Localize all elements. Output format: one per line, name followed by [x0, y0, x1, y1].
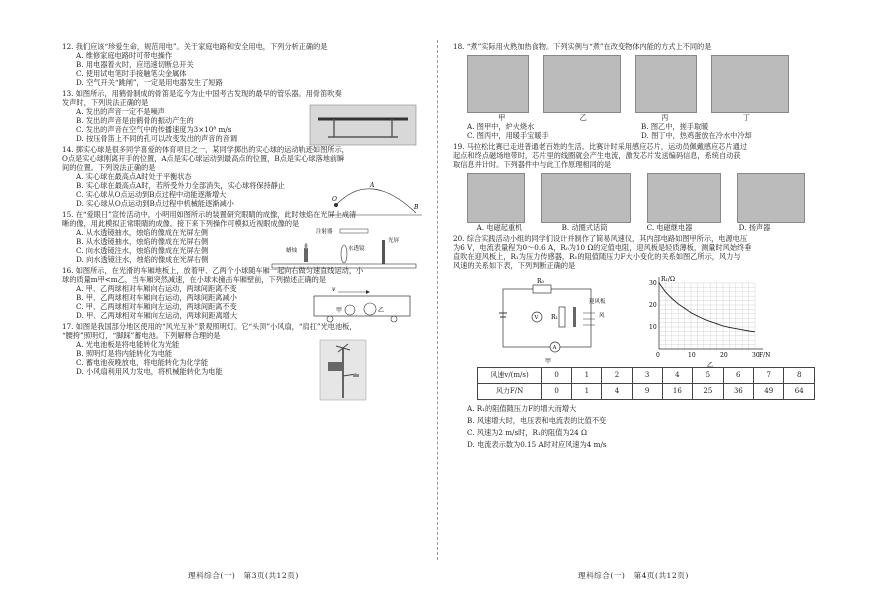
- caption-jia: 甲: [498, 113, 506, 122]
- point-o-label: O: [332, 196, 337, 203]
- option-d: D. 扬声器: [738, 223, 771, 232]
- photo-crane: [467, 173, 525, 223]
- yi-label: 乙: [378, 307, 385, 314]
- question-stem: 球的质量m甲<m乙，当车厢突然减速，在小球未撞击车厢壁前，下列描述正确的是: [62, 275, 327, 284]
- option-a: A. 从水透镜抽水，烛焰的像成在光屏左侧: [76, 228, 208, 237]
- question-stem: 17. 如图是我国部分地区使用的“风光互补”景观照明灯。它“头顶”小风扇，“肩扛”光电池板，: [62, 322, 357, 331]
- option-b: B. 风速增大时，电压表和电流表的比值不变: [467, 416, 607, 425]
- figure-jia-caption: 甲: [545, 358, 552, 365]
- option-b: B. 从水透镜抽水，烛焰的像成在光屏右侧: [76, 237, 209, 246]
- point-a-label: A: [370, 182, 375, 189]
- data-point: [716, 323, 717, 324]
- photo-hands: [543, 55, 621, 113]
- table-cell: 0: [542, 384, 572, 400]
- question-stem: 起点和终点磁场地带时，芯片里的线圈就会产生电流，激发芯片发送编码信息，系统自动获: [453, 151, 741, 160]
- caption-ding: 丁: [742, 113, 750, 122]
- table-row: [478, 368, 815, 384]
- train-car-figure: [306, 284, 418, 326]
- option-d: D. 小风扇利用风力发电，将机械能转化为电能: [76, 367, 223, 376]
- option-c: C. 向水透镜注水，烛焰的像成在光屏左侧: [76, 246, 209, 255]
- option-b: B. 实心球在最高点A时，若所受外力全部消失，实心球将保持静止: [76, 181, 286, 190]
- question-stem: 直吹在迎风板上，R₁为压力传感器，R₁的阻值随压力F大小变化的关系如图乙所示，风力与: [453, 252, 741, 261]
- data-point: [658, 282, 659, 283]
- table-cell: 5: [693, 368, 723, 384]
- question-20: [453, 234, 815, 449]
- question-15: [62, 210, 422, 264]
- question-stem: 取信息并计时。下列器件中与此工作原理相同的是: [453, 160, 612, 169]
- table-cell: 7: [754, 368, 784, 384]
- question-stem: 发声时，下列说法正确的是: [62, 98, 149, 107]
- table-cell: 16: [662, 384, 692, 400]
- caption-bing: 丙: [661, 113, 669, 122]
- ball-jia-icon: [345, 305, 355, 315]
- option-a: A. R₁的阻值随压力F的增大而增大: [467, 404, 577, 413]
- y-tick-label: 20: [649, 302, 657, 309]
- question-stem: 间的位置。下列说法正确的是: [62, 163, 156, 172]
- question-stem: 16. 如图所示，在光滑的车厢地板上，放着甲、乙两个小球随车厢一起向右做匀速直线运动，小: [62, 266, 364, 275]
- candle-label: 蜡烛: [286, 248, 298, 254]
- option-a: A. 光电池板是将电能转化为光能: [76, 340, 180, 349]
- table-cell: 9: [632, 384, 662, 400]
- photo-speaker: [737, 173, 805, 223]
- question-12: [62, 42, 422, 87]
- option-d: D. 实心球从O点运动到B点过程中机械能逐渐减小: [76, 199, 234, 208]
- question-13: [62, 89, 422, 143]
- question-stem: 20. 综合实践活动小组的同学们设计并制作了简易风速仪，其内部电路如图甲所示，电源电压: [453, 234, 748, 243]
- option-b: B. 甲、乙两球相对车厢向右运动，两球间距离减小: [76, 293, 237, 302]
- x-tick-label: 30: [752, 352, 760, 359]
- option-d: D. 按压骨笛上不同的孔可以改变发出的声音的音调: [76, 134, 238, 143]
- photo-microphone: [541, 173, 631, 223]
- question-stem: 晰的像，用此模拟正常眼睛的成像。接下来下列操作可模拟近视眼成像的是: [62, 219, 300, 228]
- question-stem: 为6 V，电流表量程为0～0.6 A，R₀为10 Ω的定值电阻，迎风板是轻质薄板，测量时风始终垂: [453, 243, 752, 252]
- data-point: [729, 327, 730, 328]
- table-cell: 1: [572, 384, 602, 400]
- option-c: C. 发出的声音在空气中的传播速度为3×10⁸ m/s: [76, 125, 232, 134]
- option-c: C. 蓄电池夜晚放电，将电能转化为化学能: [76, 358, 209, 367]
- x-tick-label: 10: [688, 352, 696, 359]
- jia-label: 甲: [336, 307, 343, 314]
- y-axis-label: R₁/Ω: [661, 276, 675, 283]
- resistor-r1-icon: [559, 307, 565, 327]
- wind-board-icon: [573, 307, 576, 327]
- table-header: 风力F/N: [478, 384, 542, 400]
- ball-yi-icon: [364, 303, 376, 315]
- question-stem: 19. 马拉松比赛已走进普通老百姓的生活。比赛计时采用感应芯片，运动员佩戴感应芯片通过: [453, 142, 748, 151]
- table-cell: 36: [723, 384, 753, 400]
- table-cell: 64: [784, 384, 815, 400]
- screen-label: 光屏: [388, 238, 400, 244]
- option-b: B. 发出的声音是由鹤骨的振动产生的: [76, 116, 194, 125]
- y-tick-label: 10: [649, 324, 657, 331]
- solar-panel-icon: [328, 362, 342, 371]
- question-stem: 12. 我们应该“珍爱生命，规范用电”。关于家庭电路和安全用电，下列分析正确的是: [62, 42, 328, 51]
- option-d: D. 电流表示数为0.15 A时对应风速为4 m/s: [467, 440, 607, 449]
- page-footer-left: 理科综合(一) 第3页(共12页): [188, 571, 299, 580]
- photo-hand-warmer: [635, 55, 697, 113]
- right-column: [453, 42, 815, 452]
- question-stem: 风速的关系如下表，下列判断正确的是: [453, 261, 576, 270]
- table-cell: 1: [572, 368, 602, 384]
- resistor-r0-icon: [533, 285, 551, 293]
- x-tick-label: 20: [720, 352, 728, 359]
- option-b: B. 动圈式话筒: [561, 223, 608, 232]
- option-d: D. 空气开关“跳闸”，一定是用电器发生了短路: [76, 78, 223, 87]
- photo-relay: [647, 173, 721, 223]
- option-a: A. 图甲中，炉火烧水: [467, 122, 535, 131]
- r1-force-graph: [637, 273, 777, 369]
- page-footer-right: 理科综合(一) 第4页(共12页): [578, 571, 689, 580]
- question-stem: 18. “煮”实际用火熟加热食物。下列实例与“煮”在改变物体内能的方式上不同的是: [453, 42, 712, 51]
- caption-yi: 乙: [579, 113, 587, 122]
- bone-flute-figure: [310, 105, 416, 145]
- option-c: C. 实心球从O点运动到B点过程中动能逐渐增大: [76, 190, 227, 199]
- option-c: C. 电磁继电器: [646, 223, 693, 232]
- x-tick-label: 0: [656, 352, 660, 359]
- series-line: [659, 283, 755, 332]
- column-divider: [437, 40, 438, 560]
- question-19: [453, 142, 815, 232]
- question-stem: 14. 掷实心球是很多同学喜爱的体育项目之一，某同学掷出的实心球的运动轨迹如图所示，: [62, 145, 349, 154]
- question-14: [62, 145, 422, 211]
- option-d: D. 图丁中，热鸡蛋放在冷水中冷却: [641, 131, 752, 140]
- question-stem: 13. 如图所示，用鹤骨制成的骨笛是迄今为止中国考古发现的最早的管乐器。用骨笛吹奏: [62, 89, 342, 98]
- option-d: D. 向水透镜注水，烛焰的像成在光屏右侧: [76, 255, 209, 264]
- question-stem: O点是实心球刚离开手的位置，A点是实心球运动到最高点的位置，B点是实心球落地前瞬: [62, 154, 345, 163]
- point-b-label: B: [414, 204, 419, 211]
- table-cell: 0: [542, 368, 572, 384]
- syringe-label: 注射器: [316, 229, 333, 235]
- lens-label: 水透镜: [348, 246, 365, 252]
- board-label: 迎风板: [589, 299, 606, 305]
- question-17: [62, 322, 422, 376]
- question-stem: 15. 在“爱眼日”宣传活动中，小明用如图所示的装置研究眼睛的成像，此时烛焰在光屏上成清: [62, 210, 357, 219]
- table-header: 风速v/(m/s): [478, 368, 542, 384]
- question-18: [453, 42, 815, 140]
- option-a: A. 实心球在最高点A时处于平衡状态: [76, 172, 192, 181]
- street-lamp-figure: [320, 340, 366, 400]
- table-cell: 2: [602, 368, 632, 384]
- r0-label: R₀: [537, 278, 544, 285]
- x-axis-label: F/N: [759, 352, 771, 359]
- option-c: C. 甲、乙两球相对车厢向左运动，两球间距离不变: [76, 302, 237, 311]
- lamp-icon: [353, 374, 359, 377]
- option-a: A. 电磁起重机: [476, 223, 523, 232]
- option-c: C. 风速为2 m/s时，R₁的阻值为24 Ω: [467, 428, 587, 437]
- wind-table: [477, 367, 815, 400]
- figure-yi-caption: 乙: [707, 362, 714, 369]
- circuit-diagram: [493, 273, 623, 365]
- table-cell: 25: [693, 384, 723, 400]
- table-cell: 6: [723, 368, 753, 384]
- option-a: A. 发出的声音一定不是噪声: [76, 107, 165, 116]
- option-b: B. 照明灯是将内能转化为电能: [76, 349, 173, 358]
- question-stem: “腰挎”照明灯，“脚踩”蓄电池。下列解释合理的是: [62, 331, 221, 340]
- table-row: [478, 384, 815, 400]
- velocity-label: v: [332, 286, 336, 293]
- table-cell: 4: [602, 384, 632, 400]
- velocity-arrow-icon: [366, 290, 370, 294]
- photo-stove: [467, 55, 529, 113]
- photo-eggs: [711, 55, 789, 113]
- table-cell: 4: [662, 368, 692, 384]
- left-column: [62, 42, 422, 378]
- data-point: [748, 330, 749, 331]
- svg-text:A: A: [552, 345, 557, 351]
- table-cell: 8: [784, 368, 815, 384]
- r1-label: R₁: [551, 314, 558, 321]
- option-a: A. 维修家庭电路时可带电操作: [76, 51, 173, 60]
- option-d: D. 甲、乙两球相对车厢向左运动，两球间距离增大: [76, 311, 238, 320]
- option-b: B. 用电器着火时，应迅速切断总开关: [76, 60, 194, 69]
- option-c: C. 使用试电笔时手接触笔尖金属体: [76, 69, 187, 78]
- y-tick-label: 30: [649, 280, 657, 287]
- table-cell: 49: [754, 384, 784, 400]
- question-16: [62, 266, 422, 320]
- data-point: [671, 298, 672, 299]
- option-b: B. 图乙中，搓手取暖: [641, 122, 709, 131]
- table-cell: 3: [632, 368, 662, 384]
- data-point: [684, 308, 685, 309]
- svg-text:V: V: [534, 315, 539, 321]
- data-point: [697, 315, 698, 316]
- option-a: A. 甲、乙两球相对车厢向右运动，两球间距离不变: [76, 284, 237, 293]
- wind-label: 风: [599, 313, 605, 319]
- option-c: C. 图丙中，用暖手宝暖手: [467, 131, 549, 140]
- ball-icon: [334, 203, 338, 207]
